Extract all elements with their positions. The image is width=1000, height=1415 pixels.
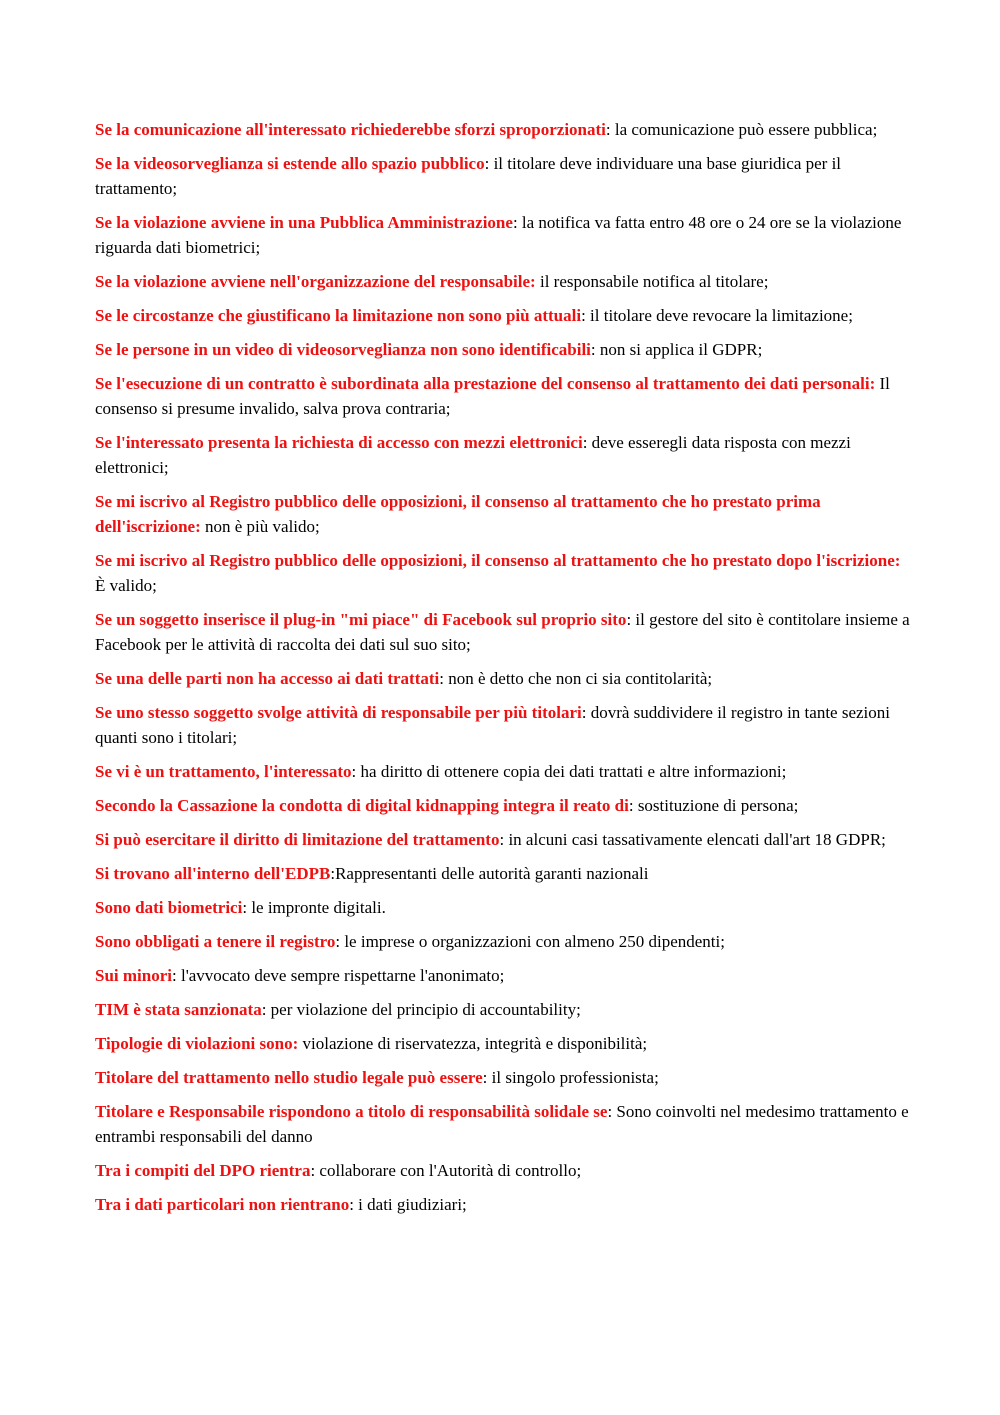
entry-question: Sui minori <box>95 966 172 985</box>
entry-10 <box>95 548 910 598</box>
entry-20 <box>95 963 910 988</box>
entry-question: Se un soggetto inserisce il plug-in "mi piace" di Facebook sul proprio sito <box>95 610 627 629</box>
entry-1 <box>95 117 910 142</box>
entry-answer: : non si applica il GDPR; <box>590 340 763 359</box>
entry-7 <box>95 371 910 421</box>
entry-8 <box>95 430 910 480</box>
entry-question: Se mi iscrivo al Registro pubblico delle opposizioni, il consenso al trattamento che ho prestato prima dell'iscrizione: <box>95 492 821 536</box>
entry-9 <box>95 489 910 539</box>
entry-question: Se l'interessato presenta la richiesta di accesso con mezzi elettronici <box>95 433 583 452</box>
entry-question: Tra i compiti del DPO rientra <box>95 1161 311 1180</box>
entry-question: Sono obbligati a tenere il registro <box>95 932 336 951</box>
entry-answer: : la comunicazione può essere pubblica; <box>605 120 878 139</box>
entry-answer: : sostituzione di persona; <box>628 796 799 815</box>
entry-answer: : l'avvocato deve sempre rispettarne l'anonimato; <box>172 966 505 985</box>
entry-question: Se la videosorveglianza si estende allo spazio pubblico <box>95 154 485 173</box>
entry-answer: : deve esseregli data risposta con mezzi elettronici; <box>95 433 851 477</box>
entry-question: Secondo la Cassazione la condotta di digital kidnapping integra il reato di <box>95 796 629 815</box>
entry-answer: È valido; <box>95 576 157 595</box>
entry-question: Titolare del trattamento nello studio legale può essere <box>95 1068 483 1087</box>
entry-answer: il responsabile notifica al titolare; <box>535 272 769 291</box>
entry-answer: : le imprese o organizzazioni con almeno 250 dipendenti; <box>335 932 725 951</box>
entry-answer: :Rappresentanti delle autorità garanti nazionali <box>330 864 649 883</box>
entry-answer: : per violazione del principio di accountability; <box>261 1000 581 1019</box>
entry-22 <box>95 1031 910 1056</box>
entry-answer: : le impronte digitali. <box>242 898 386 917</box>
entry-question: Se una delle parti non ha accesso ai dati trattati <box>95 669 440 688</box>
entry-answer: : il singolo professionista; <box>482 1068 659 1087</box>
entry-answer: : il gestore del sito è contitolare insieme a Facebook per le attività di raccolta dei dati sul suo sito; <box>95 610 910 654</box>
entry-5 <box>95 303 910 328</box>
entry-17 <box>95 861 910 886</box>
entry-19 <box>95 929 910 954</box>
entry-question: Si trovano all'interno dell'EDPB <box>95 864 331 883</box>
entry-answer: : i dati giudiziari; <box>349 1195 467 1214</box>
entry-3 <box>95 210 910 260</box>
entry-23 <box>95 1065 910 1090</box>
entry-11 <box>95 607 910 657</box>
entry-question: Se la violazione avviene nell'organizzazione del responsabile: <box>95 272 536 291</box>
entry-question: Se vi è un trattamento, l'interessato <box>95 762 352 781</box>
entry-21 <box>95 997 910 1022</box>
entry-question: Se le persone in un video di videosorveglianza non sono identificabili <box>95 340 591 359</box>
entry-question: Se la violazione avviene in una Pubblica Amministrazione <box>95 213 513 232</box>
entry-24 <box>95 1099 910 1149</box>
entry-18 <box>95 895 910 920</box>
entry-2 <box>95 151 910 201</box>
entry-15 <box>95 793 910 818</box>
entry-answer: : in alcuni casi tassativamente elencati dall'art 18 GDPR; <box>499 830 886 849</box>
entry-answer: : ha diritto di ottenere copia dei dati trattati e altre informazioni; <box>351 762 787 781</box>
entry-4 <box>95 269 910 294</box>
entry-question: Tipologie di violazioni sono: <box>95 1034 299 1053</box>
document-page <box>95 117 910 1226</box>
entry-25 <box>95 1158 910 1183</box>
entry-14 <box>95 759 910 784</box>
entry-6 <box>95 337 910 362</box>
entry-question: TIM è stata sanzionata <box>95 1000 262 1019</box>
entry-12 <box>95 666 910 691</box>
entry-question: Se uno stesso soggetto svolge attività di responsabile per più titolari <box>95 703 582 722</box>
entry-answer: : non è detto che non ci sia contitolarità; <box>439 669 713 688</box>
entry-question: Se mi iscrivo al Registro pubblico delle opposizioni, il consenso al trattamento che ho prestato dopo l'iscrizione: <box>95 551 901 570</box>
entry-answer: : collaborare con l'Autorità di controllo; <box>310 1161 582 1180</box>
entry-question: Sono dati biometrici <box>95 898 243 917</box>
entry-answer: : il titolare deve revocare la limitazione; <box>581 306 853 325</box>
entry-question: Si può esercitare il diritto di limitazione del trattamento <box>95 830 500 849</box>
entry-question: Titolare e Responsabile rispondono a titolo di responsabilità solidale se <box>95 1102 608 1121</box>
entry-answer: : la notifica va fatta entro 48 ore o 24 ore se la violazione riguarda dati biometrici; <box>95 213 902 257</box>
entry-question: Tra i dati particolari non rientrano <box>95 1195 350 1214</box>
entry-answer: : dovrà suddividere il registro in tante sezioni quanti sono i titolari; <box>95 703 891 747</box>
entry-answer: : Sono coinvolti nel medesimo trattamento e entrambi responsabili del danno <box>95 1102 909 1146</box>
entry-question: Se l'esecuzione di un contratto è subordinata alla prestazione del consenso al trattamento dei dati personali: <box>95 374 876 393</box>
entry-answer: Il consenso si presume invalido, salva prova contraria; <box>95 374 890 418</box>
entry-question: Se le circostanze che giustificano la limitazione non sono più attuali <box>95 306 582 325</box>
entry-26 <box>95 1192 910 1217</box>
entry-question: Se la comunicazione all'interessato richiederebbe sforzi sproporzionati <box>95 120 606 139</box>
entry-answer: : il titolare deve individuare una base giuridica per il trattamento; <box>95 154 842 198</box>
entry-13 <box>95 700 910 750</box>
entry-16 <box>95 827 910 852</box>
entry-answer: violazione di riservatezza, integrità e disponibilità; <box>298 1034 648 1053</box>
entry-answer: non è più valido; <box>200 517 320 536</box>
